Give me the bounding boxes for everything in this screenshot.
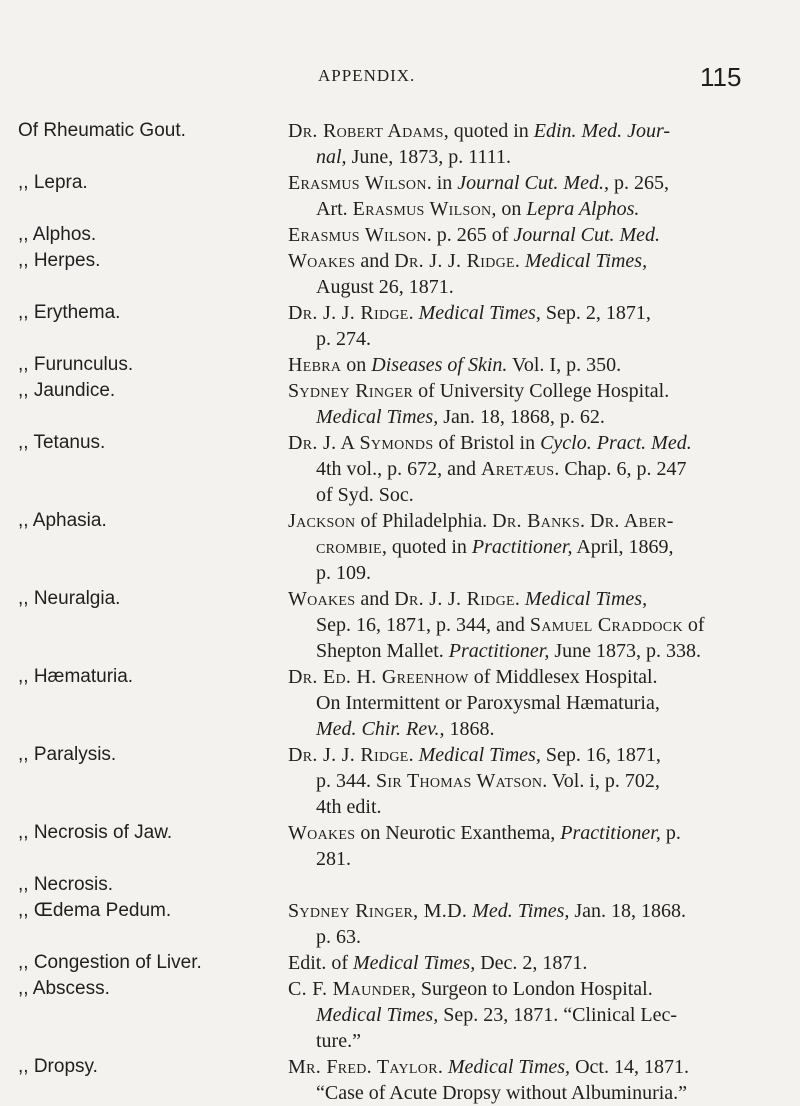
citation-line: Med. Chir. Rev., 1868. xyxy=(316,718,495,740)
disease-heading: Of Rheumatic Gout. xyxy=(18,120,186,141)
disease-heading: ,, Œdema Pedum. xyxy=(18,900,172,921)
citation-line: Dr. J. J. Ridge. Medical Times, Sep. 16, 1871, xyxy=(288,744,661,766)
disease-heading: ,, Congestion of Liver. xyxy=(18,952,202,973)
citation-line: Hebra on Diseases of Skin. Vol. I, p. 350. xyxy=(288,354,622,376)
citation-line: Sydney Ringer, M.D. Med. Times, Jan. 18, 1868. xyxy=(288,900,687,922)
citation-line: Sydney Ringer of University College Hospital. xyxy=(288,380,670,402)
citation xyxy=(288,898,788,950)
citation xyxy=(288,248,788,300)
citation-line: Woakes on Neurotic Exanthema, Practitioner, p. xyxy=(288,822,681,844)
disease-heading: ,, Jaundice. xyxy=(18,380,116,401)
citation-line: 281. xyxy=(316,848,351,870)
citation-line: p. 109. xyxy=(316,562,371,584)
disease-heading: ,, Lepra. xyxy=(18,172,88,193)
page-header xyxy=(0,62,800,102)
citation-line: 4th vol., p. 672, and Aretæus. Chap. 6, p. 247 xyxy=(316,458,687,480)
citation xyxy=(288,430,788,508)
citation-line: Erasmus Wilson. in Journal Cut. Med., p. 265, xyxy=(288,172,669,194)
disease-heading: ,, Alphos. xyxy=(18,224,97,245)
citation-line: Dr. J. A Symonds of Bristol in Cyclo. Pract. Med. xyxy=(288,432,692,454)
running-title: APPENDIX. xyxy=(318,66,416,85)
citation-line: p. 63. xyxy=(316,926,361,948)
citation-line: Dr. J. J. Ridge. Medical Times, Sep. 2, 1871, xyxy=(288,302,651,324)
disease-heading: ,, Furunculus. xyxy=(18,354,134,375)
citation-line: Medical Times, Sep. 23, 1871. “Clinical Lec- xyxy=(316,1004,678,1026)
citation-line: C. F. Maunder, Surgeon to London Hospital. xyxy=(288,978,653,1000)
citation xyxy=(288,378,788,430)
citation xyxy=(288,976,788,1054)
citation-line: of Syd. Soc. xyxy=(316,484,414,506)
citation-line: p. 344. Sir Thomas Watson. Vol. i, p. 702, xyxy=(316,770,660,792)
citation-line: “Case of Acute Dropsy without Albuminuria.” xyxy=(316,1082,688,1104)
citation-line: Jackson of Philadelphia. Dr. Banks. Dr. Aber- xyxy=(288,510,674,532)
citation xyxy=(288,222,788,248)
disease-heading: ,, Aphasia. xyxy=(18,510,107,531)
citation xyxy=(288,664,788,742)
citation-line: crombie, quoted in Practitioner, April, 1869, xyxy=(316,536,674,558)
citation-line: 4th edit. xyxy=(316,796,382,818)
citation-line: nal, June, 1873, p. 1111. xyxy=(316,146,511,168)
disease-heading: ,, Dropsy. xyxy=(18,1056,98,1077)
disease-heading: ,, Hæmaturia. xyxy=(18,666,134,687)
citation-line: Woakes and Dr. J. J. Ridge. Medical Times, xyxy=(288,588,648,610)
citation-line: Sep. 16, 1871, p. 344, and Samuel Craddock of xyxy=(316,614,705,636)
citation-line: Woakes and Dr. J. J. Ridge. Medical Times, xyxy=(288,250,648,272)
citation xyxy=(288,742,788,820)
citation-line: Dr. Ed. H. Greenhow of Middlesex Hospital. xyxy=(288,666,658,688)
citation xyxy=(288,300,788,352)
citation-line: August 26, 1871. xyxy=(316,276,454,298)
page-number: 115 xyxy=(700,62,742,92)
citation xyxy=(288,1054,788,1106)
disease-heading: ,, Erythema. xyxy=(18,302,121,323)
citation xyxy=(288,508,788,586)
disease-heading: ,, Herpes. xyxy=(18,250,101,271)
citation xyxy=(288,820,788,872)
citation xyxy=(288,586,788,664)
citation-line: Dr. Robert Adams, quoted in Edin. Med. Jour- xyxy=(288,120,670,142)
citation-line: p. 274. xyxy=(316,328,371,350)
citation xyxy=(288,118,788,170)
citation xyxy=(288,170,788,222)
citation-line: On Intermittent or Paroxysmal Hæmaturia, xyxy=(316,692,660,714)
citation-line: Mr. Fred. Taylor. Medical Times, Oct. 14, 1871. xyxy=(288,1056,689,1078)
citation-line: Edit. of Medical Times, Dec. 2, 1871. xyxy=(288,952,588,974)
citation xyxy=(288,352,788,378)
citation-line: Art. Erasmus Wilson, on Lepra Alphos. xyxy=(316,198,640,220)
citation-line: Erasmus Wilson. p. 265 of Journal Cut. Med. xyxy=(288,224,661,246)
disease-heading: ,, Necrosis of Jaw. xyxy=(18,822,173,843)
citation xyxy=(288,950,788,976)
citation-line: ture.” xyxy=(316,1030,361,1052)
disease-heading: ,, Paralysis. xyxy=(18,744,117,765)
disease-heading: ,, Abscess. xyxy=(18,978,110,999)
disease-heading: ,, Neuralgia. xyxy=(18,588,121,609)
citation-line: Medical Times, Jan. 18, 1868, p. 62. xyxy=(316,406,605,428)
citation-line: Shepton Mallet. Practitioner, June 1873, p. 338. xyxy=(316,640,701,662)
disease-heading: ,, Necrosis. xyxy=(18,874,114,895)
disease-heading: ,, Tetanus. xyxy=(18,432,106,453)
